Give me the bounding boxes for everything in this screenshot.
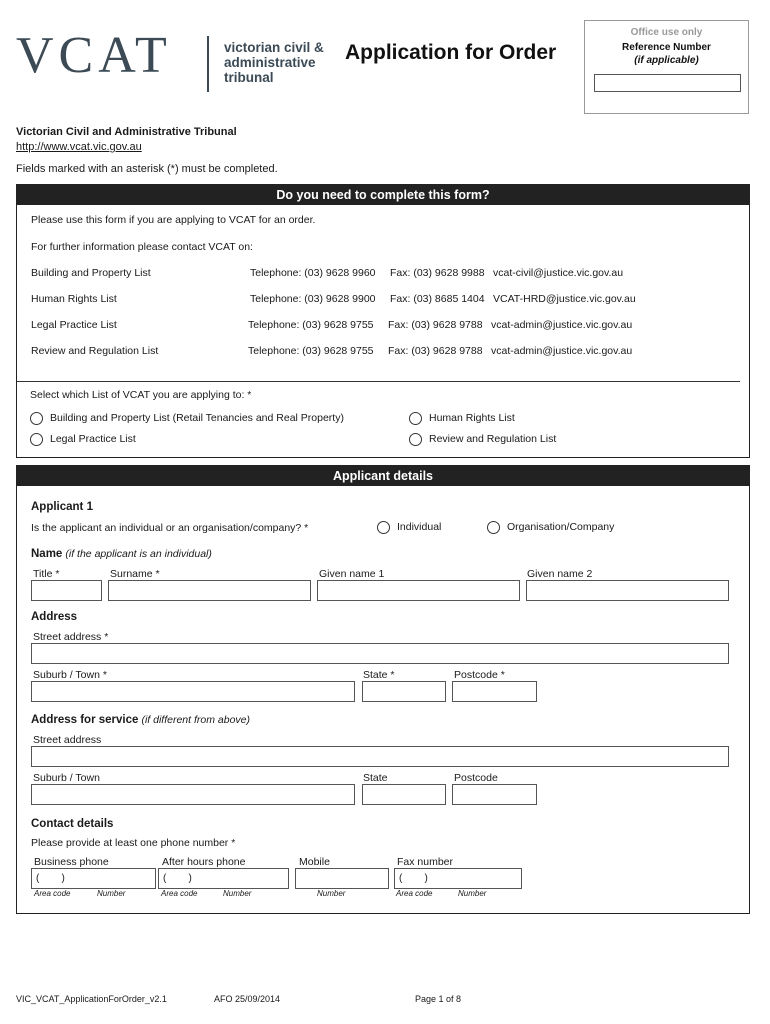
footer-code: AFO 25/09/2014 (214, 994, 281, 1004)
section-applicant-details (16, 465, 750, 914)
website-link[interactable]: http://www.vcat.vic.gov.au (16, 141, 142, 153)
given-name-1-input[interactable] (317, 580, 520, 601)
contact-details-label: Contact details (31, 818, 114, 830)
contact-email[interactable]: vcat-admin@justice.vic.gov.au (491, 319, 633, 331)
radio-individual[interactable] (377, 521, 390, 534)
section-heading: Applicant details (17, 466, 749, 486)
contact-telephone: Telephone: (03) 9628 9755 (248, 345, 374, 357)
service-street-label: Street address (33, 734, 102, 746)
reference-number-input[interactable] (594, 74, 741, 92)
required-fields-note: Fields marked with an asterisk (*) must be completed. (16, 163, 278, 175)
radio-organisation[interactable] (487, 521, 500, 534)
radio-label: Organisation/Company (507, 521, 615, 533)
after-hours-phone-label: After hours phone (162, 856, 246, 868)
given-name-2-input[interactable] (526, 580, 729, 601)
service-address-note: (if different from above) (141, 714, 250, 726)
business-phone-input[interactable] (31, 868, 156, 889)
form-title: Application for Order (345, 41, 557, 64)
given-name-1-label: Given name 1 (319, 568, 385, 580)
number-caption: Number (317, 889, 346, 898)
number-caption: Number (97, 889, 126, 898)
radio-human-rights[interactable] (409, 412, 422, 425)
footer-page-number: Page 1 of 8 (415, 994, 462, 1004)
contact-fax: Fax: (03) 9628 9788 (388, 345, 483, 357)
radio-label: Building and Property List (Retail Tenancies and Real Property) (50, 412, 344, 424)
vcat-logo: VCAT (16, 27, 172, 84)
suburb-label: Suburb / Town * (33, 669, 107, 681)
section-do-you-need (16, 184, 750, 458)
logo-subtitle: victorian civil & administrative tribunal (224, 40, 324, 85)
office-use-box (584, 20, 749, 114)
title-input[interactable] (31, 580, 102, 601)
number-caption: Number (458, 889, 487, 898)
service-suburb-label: Suburb / Town (33, 772, 100, 784)
applicant-label: Applicant 1 (31, 501, 93, 513)
service-address-heading (31, 714, 250, 726)
given-name-2-label: Given name 2 (527, 568, 593, 580)
contact-telephone: Telephone: (03) 9628 9900 (250, 293, 376, 305)
address-label: Address (31, 611, 78, 623)
contact-details-note: Please provide at least one phone number * (31, 837, 236, 849)
service-state-input[interactable] (362, 784, 446, 805)
contact-fax: Fax: (03) 9628 9788 (388, 319, 483, 331)
organisation-name: Victorian Civil and Administrative Tribunal (16, 126, 237, 138)
radio-label: Review and Regulation List (429, 433, 557, 445)
street-address-label: Street address * (33, 631, 109, 643)
postcode-input[interactable] (452, 681, 537, 702)
service-postcode-input[interactable] (452, 784, 537, 805)
service-suburb-input[interactable] (31, 784, 355, 805)
service-postcode-label: Postcode (454, 772, 498, 784)
area-code-bracket: ( ) (399, 873, 428, 884)
divider (17, 381, 740, 382)
logo-divider (207, 36, 209, 92)
section-heading: Do you need to complete this form? (17, 185, 749, 205)
office-use-title: Office use only (630, 27, 703, 38)
further-info-paragraph: For further information please contact VCAT on: (31, 241, 253, 253)
fax-number-label: Fax number (397, 856, 454, 868)
area-code-bracket: ( ) (36, 873, 65, 884)
contact-list-name: Building and Property List (31, 267, 151, 279)
radio-label: Individual (397, 521, 442, 533)
radio-review-regulation[interactable] (409, 433, 422, 446)
intro-paragraph: Please use this form if you are applying to VCAT for an order. (31, 214, 316, 226)
contact-list-name: Review and Regulation List (31, 345, 159, 357)
contact-list-name: Legal Practice List (31, 319, 117, 331)
contact-telephone: Telephone: (03) 9628 9960 (250, 267, 376, 279)
applicant-type-question: Is the applicant an individual or an organisation/company? * (31, 522, 309, 534)
name-note: (if the applicant is an individual) (65, 548, 212, 560)
mobile-input[interactable] (295, 868, 389, 889)
state-label: State * (363, 669, 395, 681)
number-caption: Number (223, 889, 252, 898)
name-label: Name (31, 548, 63, 560)
contact-email[interactable]: vcat-admin@justice.vic.gov.au (491, 345, 633, 357)
contact-list-name: Human Rights List (31, 293, 117, 305)
contact-email[interactable]: vcat-civil@justice.vic.gov.au (493, 267, 624, 279)
area-code-caption: Area code (34, 889, 71, 898)
name-heading (31, 548, 212, 560)
state-input[interactable] (362, 681, 446, 702)
radio-label: Legal Practice List (50, 433, 136, 445)
reference-number-label: Reference Number (622, 42, 711, 53)
radio-label: Human Rights List (429, 412, 515, 424)
area-code-bracket: ( ) (163, 873, 192, 884)
postcode-label: Postcode * (454, 669, 505, 681)
service-state-label: State (363, 772, 388, 784)
area-code-caption: Area code (161, 889, 198, 898)
list-select-prompt: Select which List of VCAT you are applying to: * (30, 389, 252, 401)
surname-label: Surname * (110, 568, 160, 580)
service-street-input[interactable] (31, 746, 729, 767)
mobile-label: Mobile (299, 856, 330, 868)
radio-legal-practice[interactable] (30, 433, 43, 446)
area-code-caption: Area code (396, 889, 433, 898)
fax-number-input[interactable] (394, 868, 522, 889)
contact-telephone: Telephone: (03) 9628 9755 (248, 319, 374, 331)
suburb-input[interactable] (31, 681, 355, 702)
radio-building-property[interactable] (30, 412, 43, 425)
street-address-input[interactable] (31, 643, 729, 664)
contact-fax: Fax: (03) 8685 1404 (390, 293, 485, 305)
surname-input[interactable] (108, 580, 311, 601)
title-label: Title * (33, 568, 60, 580)
service-address-label: Address for service (31, 714, 139, 726)
footer-doc-id: VIC_VCAT_ApplicationForOrder_v2.1 (16, 994, 167, 1004)
contact-email[interactable]: VCAT-HRD@justice.vic.gov.au (493, 293, 636, 305)
business-phone-label: Business phone (34, 856, 109, 868)
after-hours-phone-input[interactable] (158, 868, 289, 889)
contact-fax: Fax: (03) 9628 9988 (390, 267, 485, 279)
reference-number-note: (if applicable) (634, 55, 699, 66)
